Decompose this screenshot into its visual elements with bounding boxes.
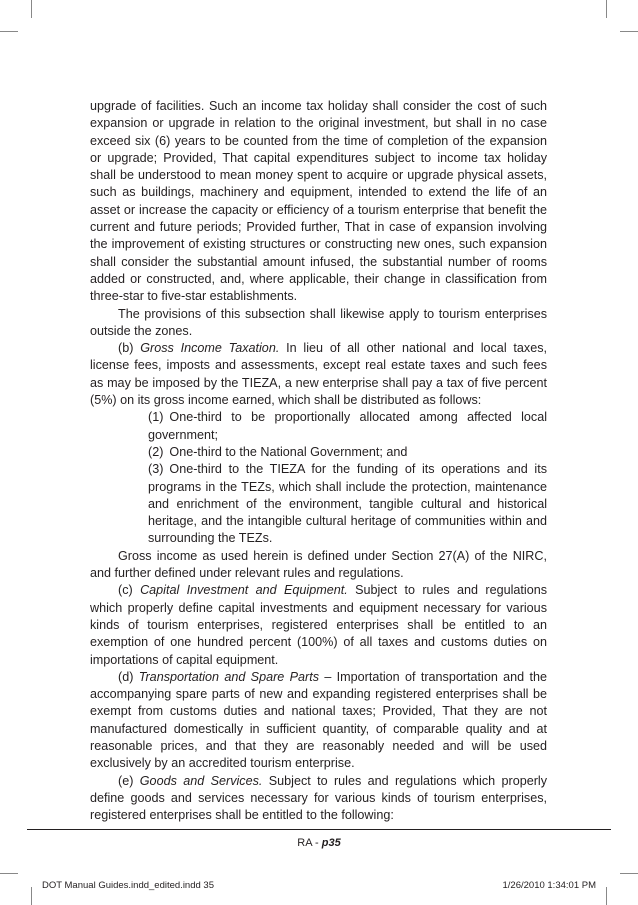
- list-number: (3): [148, 462, 164, 477]
- page-body: [90, 98, 547, 824]
- slug-timestamp: 1/26/2010 1:34:01 PM: [502, 880, 596, 891]
- item-label: (b): [118, 341, 134, 356]
- list-number: (1): [148, 410, 164, 425]
- crop-mark: [31, 887, 32, 905]
- slug-filename: DOT Manual Guides.indd_edited.indd 35: [42, 880, 214, 891]
- paragraph-goods-services: [90, 773, 547, 825]
- list-text: One-third to the National Government; and: [169, 444, 408, 459]
- list-text: One-third to be proportionally allocated among affected local government;: [148, 410, 547, 442]
- crop-mark: [620, 31, 638, 32]
- item-label: (d): [118, 669, 134, 684]
- crop-mark: [606, 887, 607, 905]
- list-text: One-third to the TIEZA for the funding of its operations and its programs in the TEZs, which shall include the protection, maintenance and enrichment of the environment, tangible cultural and historical heritage, and the intangible cultural heritage of communities within and surrounding the TEZs.: [148, 462, 547, 546]
- paragraph-transportation: [90, 669, 547, 773]
- list-number: (2): [148, 444, 164, 459]
- section-heading: Capital Investment and Equipment.: [140, 583, 348, 598]
- folio-page: p35: [321, 837, 341, 849]
- paragraph-capital-investment: [90, 582, 547, 668]
- section-text: – Importation of transportation and the accompanying spare parts of new and expanding registered enterprises shall be exempt from customs duties and national taxes; Provided, That they are not manufactured domestically in sufficient quantity, of comparable quality and at reasonable prices, and that they are reasonably needed and will be used exclusively by an accredited tourism enterprise.: [90, 669, 547, 771]
- section-text: Subject to rules and regulations which properly define goods and services necessary for various kinds of tourism enterprises, registered enterprises shall be entitled to the following:: [90, 773, 548, 823]
- crop-mark: [31, 0, 32, 18]
- crop-mark: [0, 31, 18, 32]
- crop-mark: [620, 873, 638, 874]
- paragraph-gross-income-taxation: [90, 340, 547, 409]
- section-heading: Transportation and Spare Parts: [138, 669, 319, 684]
- section-heading: Gross Income Taxation.: [140, 341, 280, 356]
- paragraph-zones: The provisions of this subsection shall likewise apply to tourism enterprises outside the zones.: [90, 306, 547, 338]
- list-item: [148, 461, 547, 547]
- section-text: Subject to rules and regulations which properly define capital investments and equipment necessary for various kinds of tourism enterprises, registered enterprises shall be entitled to an exemption of one hundred percent (100%) of all taxes and customs duties on importations of capital equipment.: [90, 583, 547, 667]
- list-item: [148, 444, 547, 461]
- footer-rule: [27, 829, 611, 830]
- crop-mark: [0, 873, 18, 874]
- paragraph-gross-income-definition: Gross income as used herein is defined under Section 27(A) of the NIRC, and further defined under relevant rules and regulations.: [90, 548, 547, 581]
- crop-mark: [606, 0, 607, 18]
- page-number: [0, 837, 638, 849]
- folio-prefix: RA -: [297, 837, 322, 849]
- item-label: (e): [118, 773, 134, 788]
- paragraph-income-tax-holiday: upgrade of facilities. Such an income tax holiday shall consider the cost of such expansion or upgrade in relation to the original investment, but shall in no case exceed six (6) years to be counted from the time of completion of the expansion or upgrade; Provided, That capital expenditures subject to income tax holiday shall be understood to mean money spent to acquire or upgrade physical assets, such as buildings, machinery and equipment, intended to extend the life of an asset or increase the capacity or efficiency of a tourism enterprise that benefit the current and future periods; Provided further, That in case of expansion involving the improvement of existing structures or constructing new ones, such expansion shall consider the substantial amount infused, the substantial number of rooms added or constructed, and, where applicable, their change in classification from three-star to five-star establishments.: [90, 99, 547, 304]
- list-item: [148, 409, 547, 444]
- item-label: (c): [118, 583, 133, 598]
- section-text: In lieu of all other national and local taxes, license fees, imposts and assessments, except real estate taxes and such fees as may be imposed by the TIEZA, a new enterprise shall pay a tax of five percent (5%) on its gross income earned, which shall be distributed as follows:: [90, 341, 548, 408]
- section-heading: Goods and Services.: [139, 773, 263, 788]
